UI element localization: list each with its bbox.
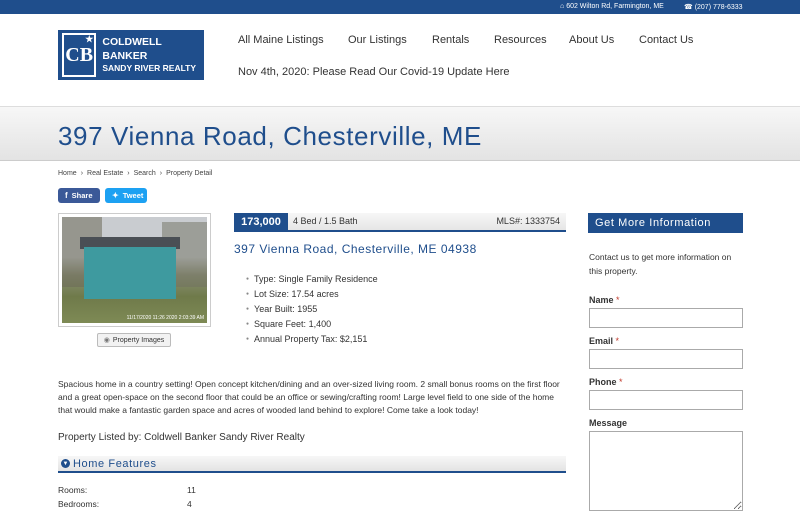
required-mark: *: [616, 295, 620, 305]
nav-covid-update[interactable]: Nov 4th, 2020: Please Read Our Covid-19 Update Here: [238, 66, 510, 78]
address-link[interactable]: [560, 3, 664, 10]
nav-resources[interactable]: Resources: [494, 34, 547, 46]
nav-about-us[interactable]: About Us: [569, 34, 615, 46]
fact-square-feet: ● Square Feet: 1,400: [246, 317, 378, 332]
price-bar: [234, 213, 566, 232]
name-label-text: Name: [589, 295, 614, 305]
property-facts: [246, 272, 378, 347]
site-logo[interactable]: [58, 30, 204, 80]
price-badge: 173,000: [234, 213, 288, 230]
phone-label-text: Phone: [589, 377, 617, 387]
address-text: 602 Wilton Rd, Farmington, ME: [566, 3, 664, 10]
property-images-label: Property Images: [112, 336, 165, 344]
contact-intro: Contact us to get more information on this property.: [589, 252, 732, 276]
phone-field[interactable]: [589, 390, 743, 410]
breadcrumb: [58, 170, 212, 177]
chevron-down-icon: ▼: [62, 460, 69, 467]
fact-property-tax: ● Annual Property Tax: $2,151: [246, 332, 378, 347]
feature-label-rooms: Rooms:: [58, 485, 88, 495]
photo-timestamp: 11/17/2020 11:26 2020 2:03:39 AM: [126, 315, 204, 321]
property-description: Spacious home in a country setting! Open concept kitchen/dining and an over-sized living room. 2 small bonus rooms on the first floor and a great open-space on the second floor that could be an office or sewing/crafting room! Large level field to one side of the home that would make a fantastic garden space and acres of wooded land behind to explore! Come take a look today!: [58, 379, 560, 415]
property-photo[interactable]: [58, 213, 211, 327]
nav-our-listings[interactable]: Our Listings: [348, 34, 407, 46]
fact-year-built: ● Year Built: 1955: [246, 302, 378, 317]
cb-logo-mark: CB ★: [62, 33, 96, 77]
phone-label: [589, 377, 623, 387]
email-field[interactable]: [589, 349, 743, 369]
phone-text: (207) 778-6333: [694, 4, 743, 11]
property-address: 397 Vienna Road, Chesterville, ME 04938: [234, 242, 477, 256]
breadcrumb-separator: ›: [127, 170, 130, 177]
home-features-toggle[interactable]: [58, 456, 566, 473]
required-mark: *: [619, 377, 623, 387]
feature-label-bedrooms: Bedrooms:: [58, 499, 100, 509]
house-image: [62, 217, 207, 323]
feature-value-bedrooms: 4: [187, 499, 192, 509]
nav-all-maine-listings[interactable]: All Maine Listings: [238, 34, 324, 46]
name-label: [589, 295, 620, 305]
fact-lot-size: ● Lot Size: 17.54 acres: [246, 287, 378, 302]
nav-contact-us[interactable]: Contact Us: [639, 34, 694, 46]
fact-type: ● Type: Single Family Residence: [246, 272, 378, 287]
facebook-icon: f: [65, 191, 68, 200]
required-mark: *: [615, 336, 620, 346]
phone-icon: ☎: [684, 4, 693, 11]
breadcrumb-separator: ›: [159, 170, 163, 177]
facebook-share-button[interactable]: [58, 188, 100, 203]
mls-number: MLS#: 1333754: [496, 216, 560, 226]
nav-rentals[interactable]: Rentals: [432, 34, 470, 46]
phone-link[interactable]: [684, 3, 743, 11]
twitter-tweet-button[interactable]: [105, 188, 147, 203]
house-shape: [84, 247, 176, 299]
feature-value-rooms: 11: [187, 485, 196, 495]
top-utility-bar: [0, 0, 800, 14]
home-features-title: Home Features: [73, 458, 157, 470]
get-more-info-heading: Get More Information: [588, 213, 743, 233]
email-label-text: Email: [589, 336, 614, 346]
facebook-share-label: Share: [71, 191, 93, 200]
logo-line-2: SANDY RIVER REALTY: [102, 63, 197, 74]
title-banner: [0, 106, 800, 161]
page-title: 397 Vienna Road, Chesterville, ME: [58, 121, 482, 151]
home-icon: ⌂: [560, 3, 565, 10]
camera-icon: ◉: [103, 337, 110, 344]
breadcrumb-real-estate[interactable]: Real Estate: [87, 170, 124, 177]
message-label: Message: [589, 418, 628, 428]
breadcrumb-separator: ›: [80, 170, 84, 177]
name-field[interactable]: [589, 308, 743, 328]
breadcrumb-current: Property Detail: [166, 170, 213, 177]
listed-by: Property Listed by: Coldwell Banker Sandy River Realty: [58, 432, 305, 443]
logo-line-1: COLDWELL BANKER: [102, 36, 162, 63]
breadcrumb-home[interactable]: Home: [58, 170, 77, 177]
twitter-tweet-label: Tweet: [122, 191, 144, 200]
beds-baths: 4 Bed / 1.5 Bath: [293, 216, 358, 226]
message-field[interactable]: [589, 431, 743, 511]
twitter-icon: ✦: [112, 191, 119, 200]
email-label: [589, 336, 619, 346]
property-images-button[interactable]: [97, 333, 171, 347]
breadcrumb-search[interactable]: Search: [133, 170, 156, 177]
